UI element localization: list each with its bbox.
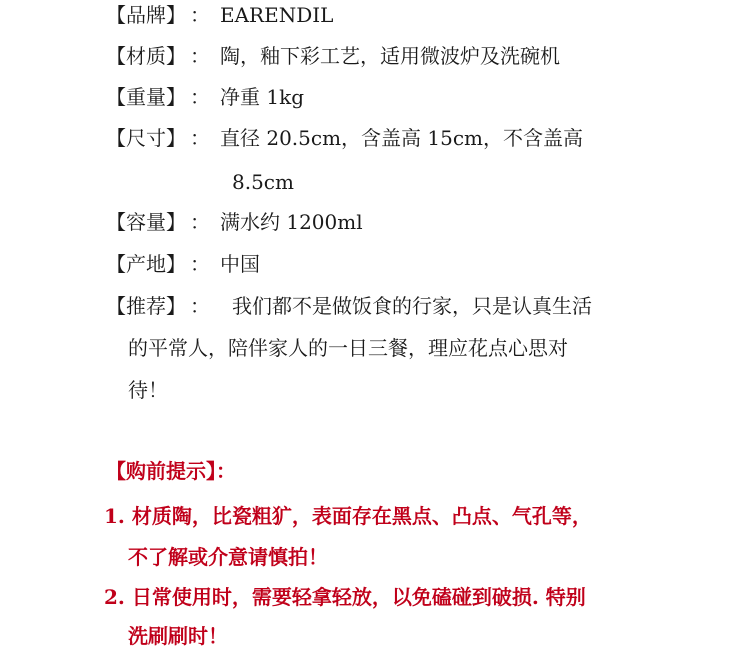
spec-row-origin — [106, 252, 260, 276]
notice-title: 【购前提示】： — [106, 459, 236, 483]
spec-value-recommend-line3: 待！ — [128, 378, 168, 402]
spec-value-brand: EARENDIL — [220, 3, 334, 27]
spec-separator: ： — [190, 210, 210, 234]
spec-value-size: 直径 20.5cm，含盖高 15cm，不含盖高 — [220, 126, 584, 150]
spec-separator: ： — [190, 294, 210, 318]
spec-value-weight: 净重 1kg — [220, 85, 305, 109]
spec-row-material — [106, 44, 560, 68]
notice-item-1-line2: 不了解或介意请慎拍！ — [128, 545, 328, 569]
spec-label-material: 【材质】 — [106, 44, 186, 68]
spec-row-brand — [106, 3, 333, 27]
spec-label-weight: 【重量】 — [106, 85, 186, 109]
spec-value-recommend: 我们都不是做饭食的行家，只是认真生活 — [232, 294, 592, 318]
spec-label-size: 【尺寸】 — [106, 126, 186, 150]
spec-label-capacity: 【容量】 — [106, 210, 186, 234]
spec-value-origin: 中国 — [220, 252, 260, 276]
spec-label-origin: 【产地】 — [106, 252, 186, 276]
spec-value-material: 陶，釉下彩工艺，适用微波炉及洗碗机 — [220, 44, 560, 68]
spec-row-weight — [106, 85, 304, 109]
spec-value-recommend-line2: 的平常人，陪伴家人的一日三餐，理应花点心思对 — [128, 336, 568, 360]
spec-separator: ： — [190, 126, 210, 150]
spec-label-brand: 【品牌】 — [106, 3, 186, 27]
notice-item-2-line2: 洗刷刷时！ — [128, 624, 228, 648]
spec-separator: ： — [190, 85, 210, 109]
spec-value-size-continued: 8.5cm — [232, 170, 294, 194]
spec-value-capacity: 满水约 1200ml — [220, 210, 363, 234]
spec-separator: ： — [190, 252, 210, 276]
spec-label-recommend: 【推荐】 — [106, 294, 186, 318]
notice-item-1-line1: 1. 材质陶，比瓷粗犷，表面存在黑点、凸点、气孔等， — [104, 504, 592, 528]
spec-separator: ： — [190, 3, 210, 27]
notice-item-2-line1: 2. 日常使用时，需要轻拿轻放，以免磕碰到破损. 特别 — [104, 585, 586, 609]
spec-row-size — [106, 126, 583, 150]
spec-row-capacity — [106, 210, 363, 234]
spec-row-recommend — [106, 294, 592, 318]
spec-separator: ： — [190, 44, 210, 68]
